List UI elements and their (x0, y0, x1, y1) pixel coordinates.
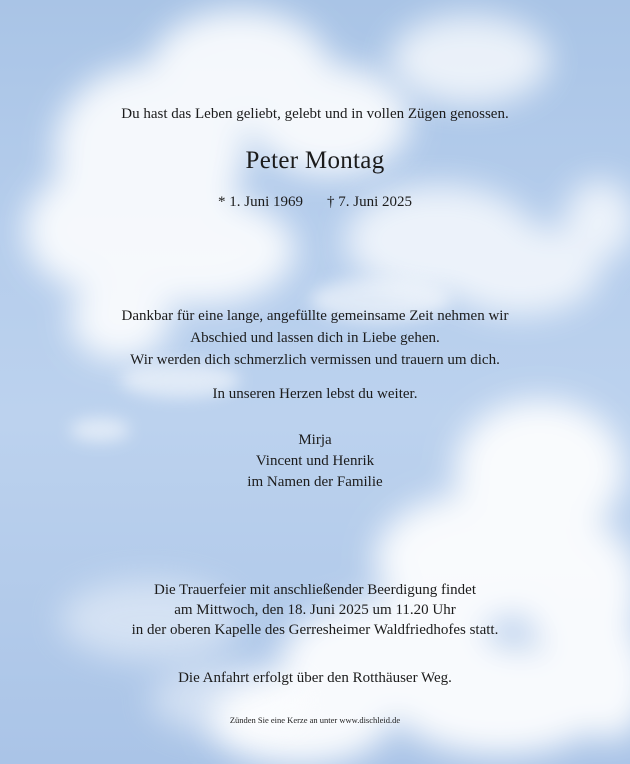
candle-footer-note: Zünden Sie eine Kerze an unter www.dischleid.de (229, 715, 401, 725)
ceremony-line-1: Die Trauerfeier mit anschließender Beerdigung findet (154, 582, 476, 598)
ceremony-line-3: in der oberen Kapelle des Gerresheimer Waldfriedhofes statt. (131, 622, 499, 638)
message-line-1: Dankbar für eine lange, angefüllte gemeinsame Zeit nehmen wir (121, 308, 509, 324)
signatory-line-1: Mirja (298, 432, 332, 448)
birth-date: * 1. Juni 1969 (217, 194, 303, 210)
life-dates (0, 192, 630, 212)
deceased-name: Peter Montag (245, 147, 385, 174)
signatory-line-3: im Namen der Familie (247, 474, 383, 490)
message-line-3: Wir werden dich schmerzlich vermissen und trauern um dich. (130, 352, 500, 368)
death-date: † 7. Juni 2025 (327, 194, 413, 210)
directions: Die Anfahrt erfolgt über den Rotthäuser Weg. (178, 670, 452, 686)
motto: Du hast das Leben geliebt, gelebt und in vollen Zügen genossen. (121, 106, 509, 122)
message-line-4: In unseren Herzen lebst du weiter. (212, 386, 418, 402)
signatory-line-2: Vincent und Henrik (255, 453, 375, 469)
ceremony-line-2: am Mittwoch, den 18. Juni 2025 um 11.20 Uhr (174, 602, 456, 618)
message-line-2: Abschied und lassen dich in Liebe gehen. (190, 330, 440, 346)
